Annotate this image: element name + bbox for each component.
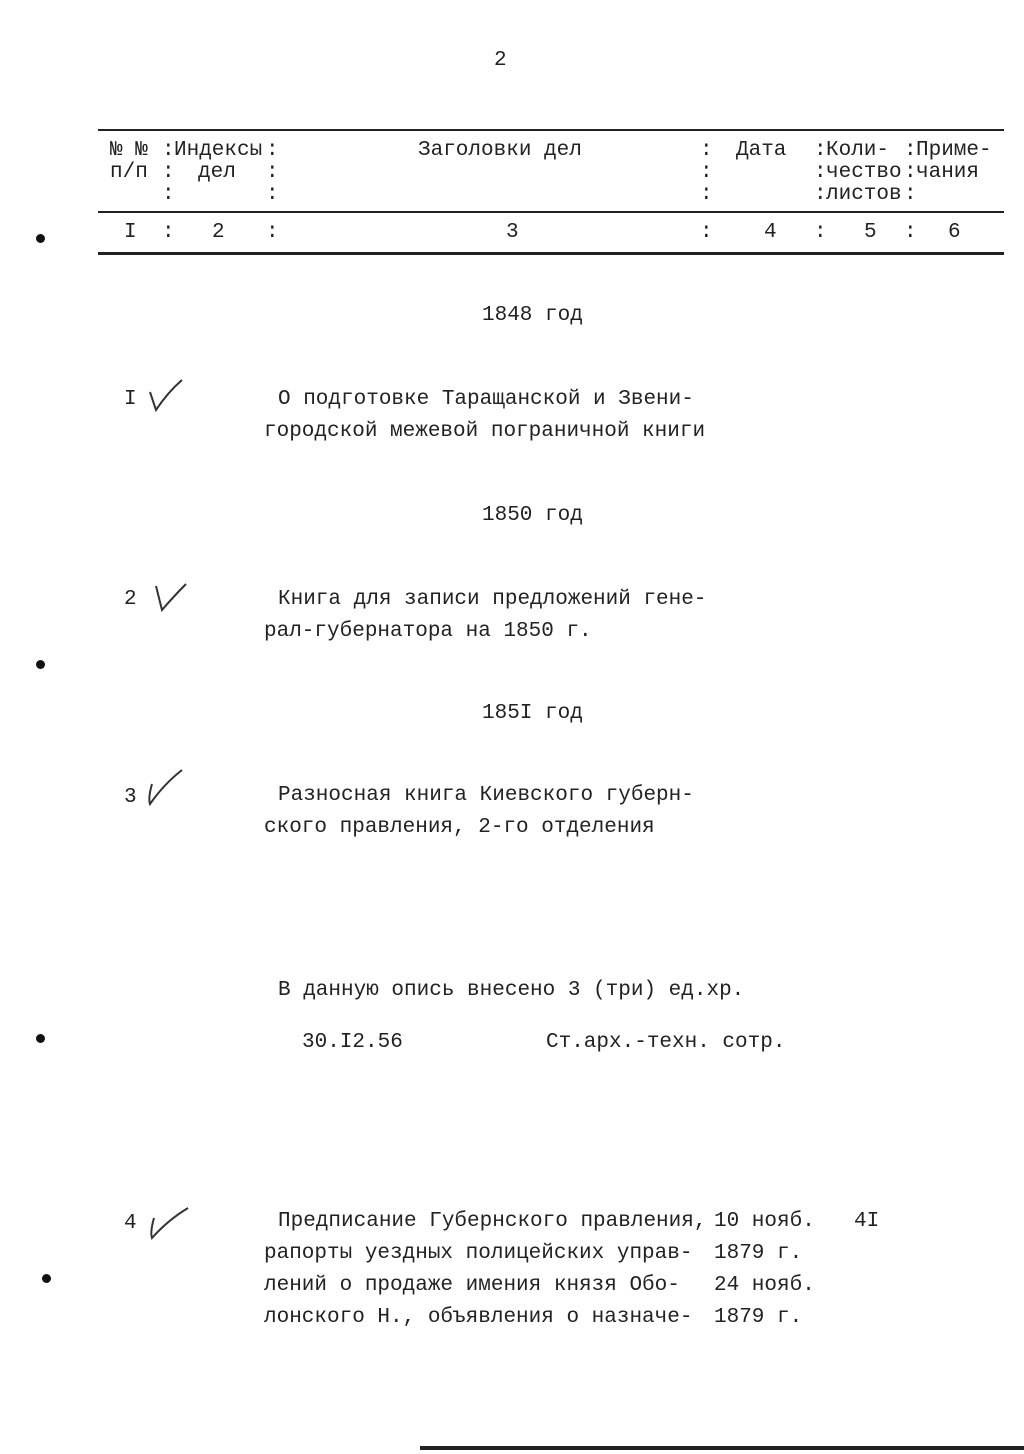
margin-dot bbox=[36, 1034, 45, 1043]
header-col6-line2: чания bbox=[916, 161, 980, 184]
entry-date-line1: 10 нояб. bbox=[714, 1210, 815, 1233]
sep: : bbox=[162, 139, 175, 162]
sep: : bbox=[162, 183, 175, 206]
sep: : bbox=[162, 161, 175, 184]
col-num-4: 4 bbox=[764, 221, 777, 244]
entry-title-line1: О подготовке Таращанской и Звени- bbox=[278, 388, 694, 411]
sep: : bbox=[904, 183, 917, 206]
col-num-2: 2 bbox=[212, 221, 225, 244]
table-top-rule bbox=[98, 129, 1004, 131]
checkmark-icon bbox=[146, 1206, 192, 1242]
header-col4: Дата bbox=[736, 139, 787, 162]
entry-number: 3 bbox=[124, 786, 137, 809]
sep: : bbox=[700, 183, 713, 206]
entry-number: 2 bbox=[124, 588, 137, 611]
entry-title-line2: рапорты уездных полицейских управ- bbox=[264, 1242, 693, 1265]
sep: : bbox=[700, 139, 713, 162]
table-mid-rule bbox=[98, 211, 1004, 213]
header-col2-line2: дел bbox=[198, 161, 236, 184]
margin-dot bbox=[36, 660, 45, 669]
sep: : bbox=[266, 139, 279, 162]
header-col3: Заголовки дел bbox=[418, 139, 582, 162]
checkmark-icon bbox=[146, 378, 186, 414]
page-number: 2 bbox=[494, 49, 507, 72]
year-heading: 1848 год bbox=[482, 304, 583, 327]
header-col5-line1: Коли- bbox=[826, 139, 890, 162]
header-col5-line3: листов bbox=[826, 183, 902, 206]
sep: : bbox=[904, 161, 917, 184]
header-col6-line1: Приме- bbox=[916, 139, 992, 162]
margin-dot bbox=[42, 1274, 51, 1283]
year-heading: 185I год bbox=[482, 702, 583, 725]
col-num-3: 3 bbox=[506, 221, 519, 244]
entry-date-line2: 1879 г. bbox=[714, 1242, 803, 1265]
entry-title-line2: городской межевой пограничной книги bbox=[264, 420, 706, 443]
entry-title-line1: Разносная книга Киевского губерн- bbox=[278, 784, 694, 807]
summary-signature: Ст.арх.-техн. сотр. bbox=[546, 1031, 786, 1054]
entry-title-line1: Предписание Губернского правления, bbox=[278, 1210, 707, 1233]
entry-number: 4 bbox=[124, 1212, 137, 1235]
sep: : bbox=[904, 221, 917, 244]
entry-title-line3: лений о продаже имения князя Обо- bbox=[264, 1274, 680, 1297]
sep: : bbox=[162, 221, 175, 244]
sep: : bbox=[904, 139, 917, 162]
sep: : bbox=[700, 161, 713, 184]
header-col1-line1: № № bbox=[110, 139, 148, 162]
checkmark-icon bbox=[144, 768, 186, 808]
sep: : bbox=[266, 221, 279, 244]
year-heading: 1850 год bbox=[482, 504, 583, 527]
entry-title-line2: ского правления, 2-го отделения bbox=[264, 816, 655, 839]
col-num-6: 6 bbox=[948, 221, 961, 244]
bottom-edge-rule bbox=[420, 1446, 1024, 1450]
summary-date: 30.I2.56 bbox=[302, 1031, 403, 1054]
summary-text: В данную опись внесено 3 (три) ед.хр. bbox=[278, 979, 745, 1002]
entry-date-line4: 1879 г. bbox=[714, 1306, 803, 1329]
sep: : bbox=[814, 221, 827, 244]
sep: : bbox=[266, 183, 279, 206]
sep: : bbox=[700, 221, 713, 244]
entry-title-line2: рал-губернатора на 1850 г. bbox=[264, 620, 592, 643]
entry-title-line1: Книга для записи предложений гене- bbox=[278, 588, 707, 611]
col-num-5: 5 bbox=[864, 221, 877, 244]
header-col1-line2: п/п bbox=[110, 161, 148, 184]
sep: : bbox=[814, 183, 827, 206]
header-col2-line1: Индексы bbox=[174, 139, 263, 162]
entry-number: I bbox=[124, 388, 137, 411]
col-num-1: I bbox=[124, 221, 137, 244]
entry-title-line4: лонского Н., объявления о назначе- bbox=[264, 1306, 693, 1329]
entry-date-line3: 24 нояб. bbox=[714, 1274, 815, 1297]
checkmark-icon bbox=[152, 582, 192, 614]
sep: : bbox=[266, 161, 279, 184]
table-bottom-rule bbox=[98, 252, 1004, 255]
sep: : bbox=[814, 161, 827, 184]
margin-dot bbox=[36, 234, 45, 243]
sep: : bbox=[814, 139, 827, 162]
header-col5-line2: чество bbox=[826, 161, 902, 184]
entry-sheets: 4I bbox=[854, 1210, 880, 1233]
